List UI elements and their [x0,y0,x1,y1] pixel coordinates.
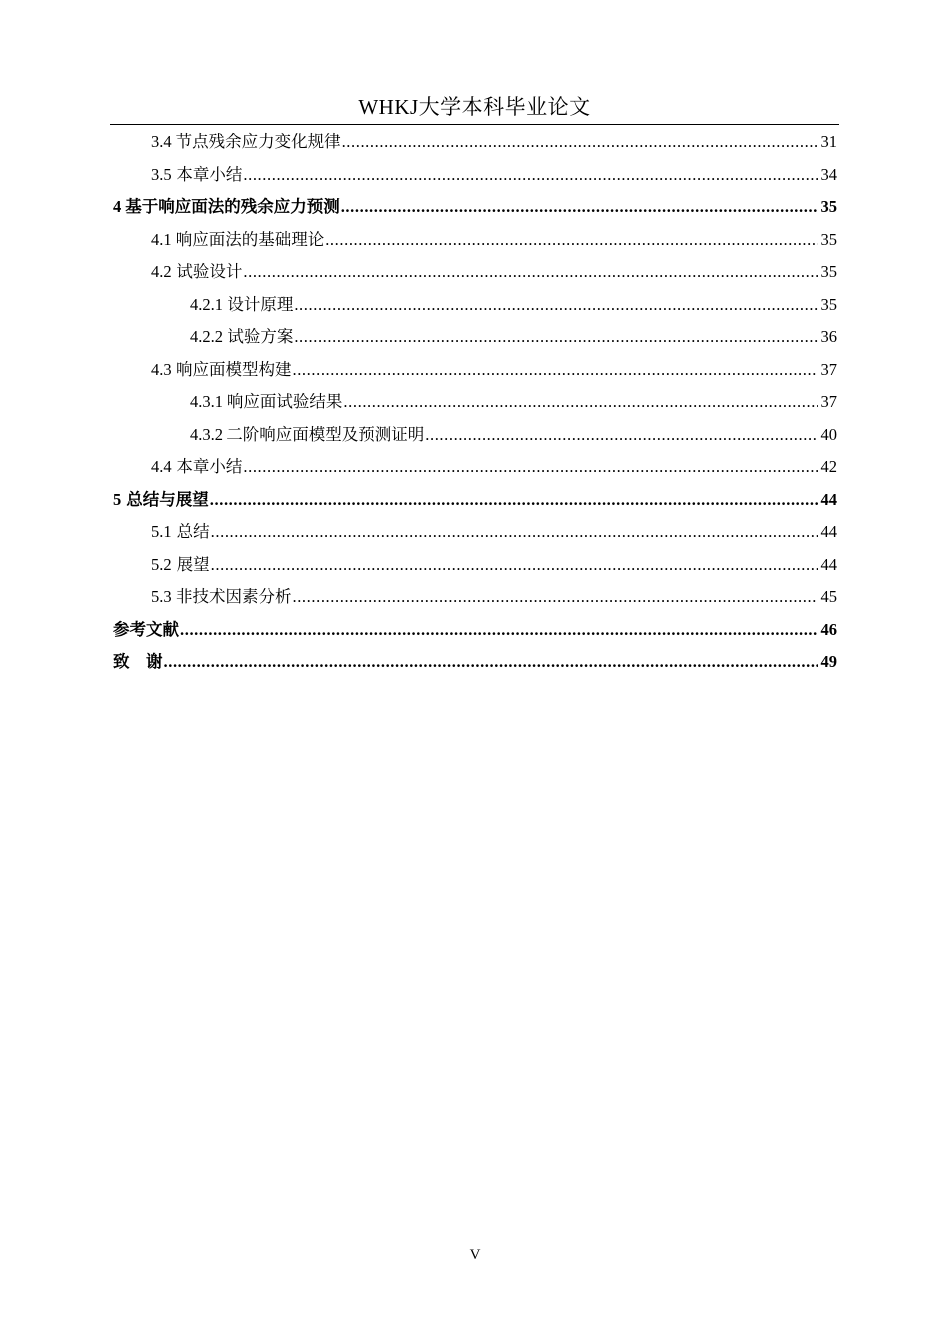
header-title: WHKJ大学本科毕业论文 [358,95,591,119]
toc-subsection-entry[interactable] [110,289,837,322]
toc-dot-leader [292,581,818,614]
toc-entry-title: 非技术因素分析 [175,587,292,606]
toc-entry-number: 5.1 [151,522,172,541]
toc-entry-title: 响应面试验结果 [226,392,343,411]
toc-dot-leader [243,256,818,289]
toc-entry-page: 40 [820,424,837,444]
page-header [110,93,839,123]
toc-dot-leader [210,484,818,517]
toc-entry-page: 35 [820,294,837,314]
toc-dot-leader [180,614,818,647]
toc-entry-page: 34 [820,164,837,184]
toc-dot-leader [292,354,818,387]
toc-entry-title: 致 谢 [113,652,163,671]
toc-entry-title: 参考文献 [113,619,179,639]
toc-entry-page: 35 [820,262,837,281]
page-footer [0,1245,950,1265]
toc-entry-number: 4.3.2 [190,424,223,444]
page-number: V [469,1247,481,1263]
toc-entry-title: 总结与展望 [126,489,209,509]
toc-entry-title: 设计原理 [227,294,294,314]
toc-dot-leader [211,516,818,549]
toc-dot-leader [425,419,818,452]
toc-entry-page: 35 [820,229,837,249]
toc-chapter-entry[interactable] [110,484,837,517]
toc-entry-title: 本章小结 [176,164,243,184]
toc-entry-number: 4.2.1 [190,294,223,314]
toc-entry-number: 4.2.2 [190,327,223,346]
toc-chapter-entry[interactable] [110,191,837,224]
toc-references-entry[interactable] [110,614,837,647]
toc-entry[interactable] [110,159,837,192]
toc-dot-leader [343,386,818,419]
toc-entry-page: 37 [820,359,837,379]
toc-entry-number: 5.2 [151,554,172,574]
toc-subsection-entry[interactable] [110,386,837,419]
header-divider [110,124,839,125]
toc-subsection-entry[interactable] [110,321,837,354]
toc-entry-title: 二阶响应面模型及预测证明 [226,424,425,444]
toc-entry-title: 响应面法的基础理论 [175,229,325,249]
toc-entry-number: 3.4 [151,132,172,151]
toc-dot-leader [341,191,818,224]
toc-entry-page: 44 [820,522,837,541]
toc-dot-leader [243,159,818,192]
toc-entry-title: 试验设计 [176,262,243,281]
toc-dot-leader [211,549,818,582]
toc-entry-title: 展望 [176,554,210,574]
toc-entry-title: 试验方案 [227,327,294,346]
toc-entry-title: 本章小结 [176,457,243,476]
toc-entry[interactable] [110,354,837,387]
toc-entry-page: 35 [820,197,837,216]
toc-entry-title: 总结 [176,522,210,541]
toc-entry-number: 5.3 [151,587,172,606]
toc-entry-number: 4 [113,197,122,216]
toc-dot-leader [164,646,819,679]
toc-entry[interactable] [110,581,837,614]
toc-subsection-entry[interactable] [110,419,837,452]
toc-entry-page: 44 [820,554,837,574]
toc-entry[interactable] [110,126,837,159]
toc-entry[interactable] [110,224,837,257]
toc-entry-page: 36 [820,327,837,346]
toc-entry-title: 基于响应面法的残余应力预测 [125,197,340,216]
toc-entry[interactable] [110,256,837,289]
toc-entry-title: 节点残余应力变化规律 [175,132,341,151]
toc-dot-leader [342,126,818,159]
toc-entry-number: 5 [113,489,122,509]
toc-entry-number: 4.2 [151,262,172,281]
toc-entry-title: 响应面模型构建 [175,359,292,379]
toc-entry-page: 46 [820,619,837,639]
toc-entry-number: 4.3.1 [190,392,223,411]
toc-dot-leader [294,321,818,354]
toc-entry[interactable] [110,549,837,582]
toc-entry-page: 49 [820,652,837,671]
toc-entry[interactable] [110,451,837,484]
toc-entry-number: 4.4 [151,457,172,476]
toc-dot-leader [294,289,818,322]
toc-entry-page: 45 [820,587,837,606]
toc-dot-leader [325,224,818,257]
toc-entry-page: 31 [820,132,837,151]
toc-entry[interactable] [110,516,837,549]
table-of-contents [110,126,837,679]
toc-entry-page: 42 [820,457,837,476]
toc-entry-page: 44 [820,489,837,509]
toc-entry-number: 4.3 [151,359,172,379]
toc-entry-number: 3.5 [151,164,172,184]
toc-entry-page: 37 [820,392,837,411]
toc-dot-leader [243,451,818,484]
toc-entry-number: 4.1 [151,229,172,249]
toc-acknowledgements-entry[interactable] [110,646,837,679]
